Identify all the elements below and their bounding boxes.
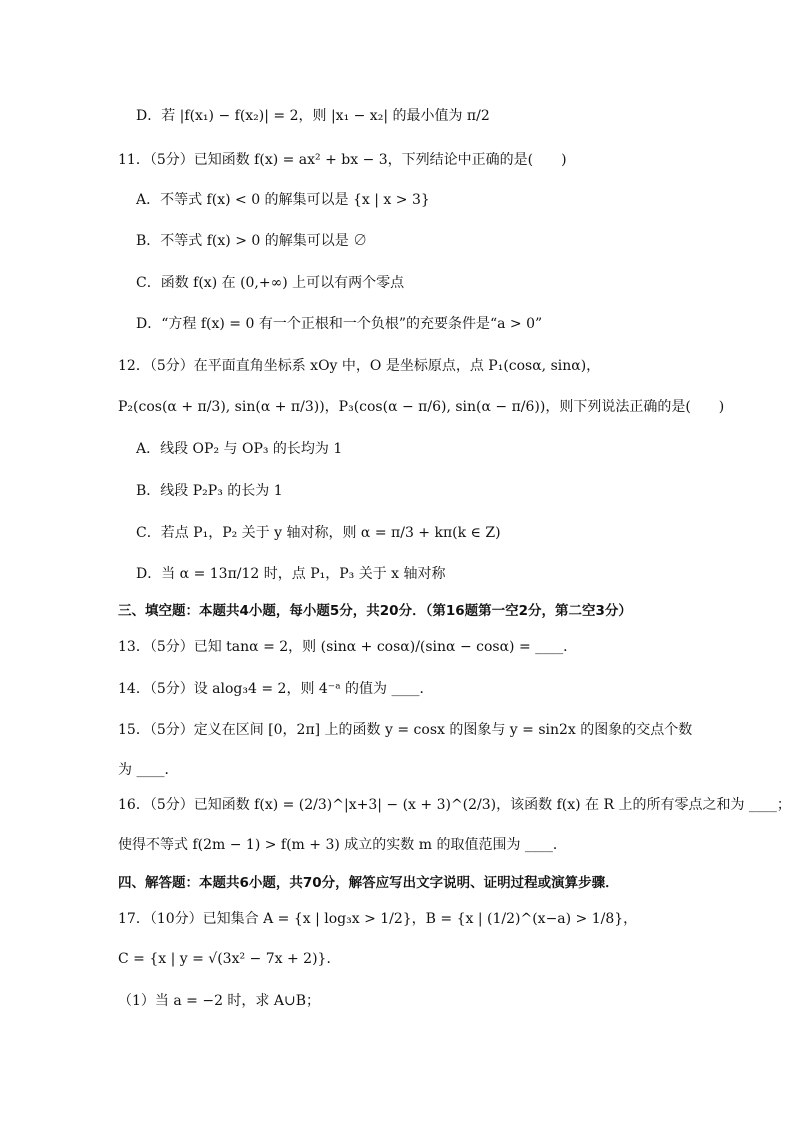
q11-stem: 11．（5分）已知函数 f(x) = ax² + bx − 3，下列结论中正确的是( )	[118, 152, 567, 168]
q16-line2: 使得不等式 f(2m − 1) > f(m + 3) 成立的实数 m 的取值范围为 ____．	[118, 837, 567, 853]
q11-option-c: C．函数 f(x) 在 (0,+∞) 上可以有两个零点	[136, 275, 405, 291]
q17-part1: （1）当 a = −2 时，求 A∪B；	[118, 993, 321, 1009]
q11-option-d: D．“方程 f(x) = 0 有一个正根和一个负根”的充要条件是“a > 0”	[136, 316, 543, 332]
q12-option-a: A．线段 OP₂ 与 OP₃ 的长均为 1	[136, 441, 343, 457]
q16-line1: 16．（5分）已知函数 f(x) = (2/3)^|x+3| − (x + 3)^(2/3)，该函数 f(x) 在 R 上的所有零点之和为 ____；	[118, 797, 791, 813]
q12-option-d: D．当 α = 13π/12 时，点 P₁，P₃ 关于 x 轴对称	[136, 566, 446, 582]
q12-option-c: C．若点 P₁，P₂ 关于 y 轴对称，则 α = π/3 + kπ(k ∈ Z)	[136, 525, 501, 541]
q12-option-b: B．线段 P₂P₃ 的长为 1	[136, 483, 283, 499]
q11-option-b: B．不等式 f(x) > 0 的解集可以是 ∅	[136, 233, 368, 249]
q12-stem-line2: P₂(cos(α + π/3), sin(α + π/3))，P₃(cos(α − π/6), sin(α − π/6))，则下列说法正确的是( )	[118, 399, 725, 415]
q10-option-d: D．若 |f(x₁) − f(x₂)| = 2，则 |x₁ − x₂| 的最小值为 π/2	[136, 108, 490, 124]
q17-line1: 17．（10分）已知集合 A = {x | log₃x > 1/2}，B = {x | (1/2)^(x−a) > 1/8}，	[118, 911, 638, 927]
q11-option-a: A．不等式 f(x) < 0 的解集可以是 {x | x > 3}	[136, 192, 430, 208]
q14: 14．（5分）设 alog₃4 = 2，则 4⁻ᵃ 的值为 ____．	[118, 681, 434, 697]
section4-heading: 四、解答题：本题共6小题，共70分，解答应写出文字说明、证明过程或演算步骤．	[118, 875, 619, 891]
q15-line1: 15．（5分）定义在区间 [0，2π] 上的函数 y = cosx 的图象与 y = sin2x 的图象的交点个数	[118, 722, 693, 738]
q12-stem-line1: 12．（5分）在平面直角坐标系 xOy 中，O 是坐标原点，点 P₁(cosα, sinα)，	[118, 358, 601, 374]
q15-line2: 为 ____．	[118, 762, 179, 778]
section3-heading: 三、填空题：本题共4小题，每小题5分，共20分．（第16题第一空2分，第二空3分）	[118, 603, 632, 619]
q13: 13．（5分）已知 tanα = 2，则 (sinα + cosα)/(sinα − cosα) = ____．	[118, 639, 578, 655]
q17-line2: C = {x | y = √(3x² − 7x + 2)}．	[118, 951, 341, 967]
